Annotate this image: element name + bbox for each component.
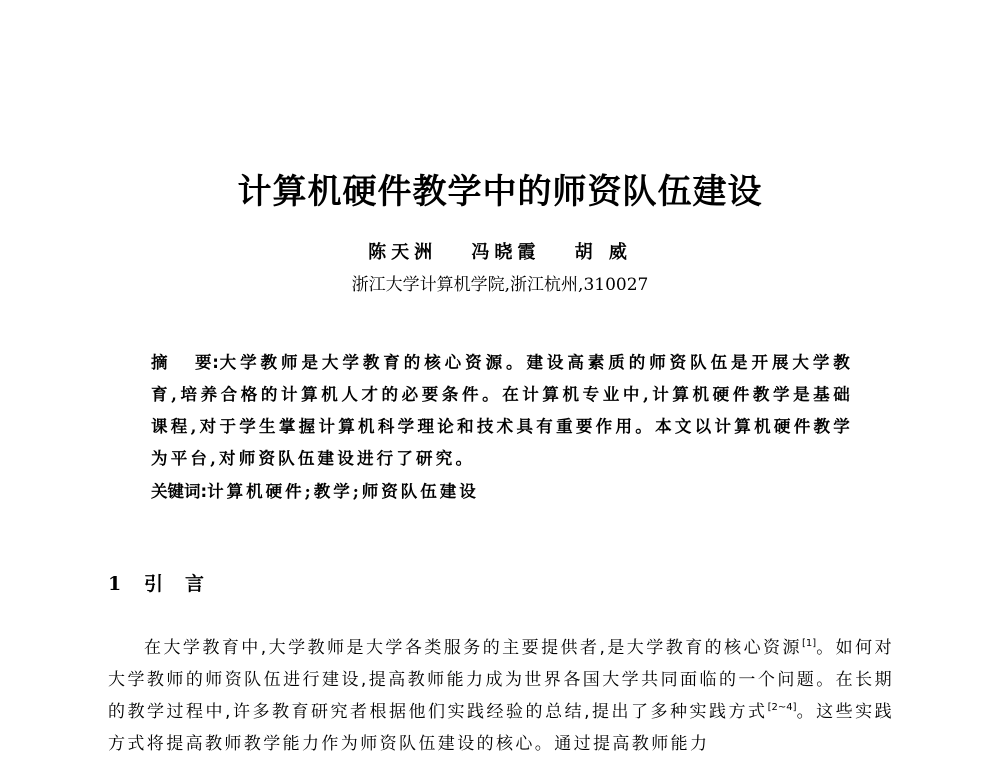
citation-ref[interactable]: [2~4] <box>767 702 797 713</box>
paragraph-text: 在大学教育中,大学教师是大学各类服务的主要提供者,是大学教育的核心资源 <box>144 638 802 658</box>
keywords-text: 计算机硬件;教学;师资队伍建设 <box>207 482 479 501</box>
citation-ref[interactable]: [1] <box>801 638 817 649</box>
author-name: 冯晓霞 <box>471 242 541 263</box>
keywords-label: 关键词: <box>151 482 208 501</box>
author-name: 胡 威 <box>574 242 632 263</box>
paper-title: 计算机硬件教学中的师资队伍建设 <box>237 172 763 212</box>
section-title: 引言 <box>144 573 227 595</box>
section-number: 1 <box>108 573 122 595</box>
author-name: 陈天洲 <box>368 242 438 263</box>
body-paragraph <box>108 632 894 760</box>
author-list <box>0 240 1000 266</box>
abstract-block <box>151 347 853 475</box>
abstract-label-char: 要: <box>194 353 219 372</box>
paragraph-text: 。这些实践方式将提高教师教学能力作为师资队伍建设的核心。通过提高教师能力 <box>108 702 895 754</box>
section-heading <box>108 569 226 599</box>
paragraph-text: 。如何对大学教师的师资队伍进行建设,提高教师能力成为世界各国大学共同面临的一个问题。在长期的教学过程中,许多教育研究者根据他们实践经验的总结,提出了多种实践方式 <box>108 638 894 722</box>
keywords-block <box>151 477 853 507</box>
author-affiliation: 浙江大学计算机学院,浙江杭州,310027 <box>351 275 649 295</box>
abstract-text: 大学教师是大学教育的核心资源。建设高素质的师资队伍是开展大学教育,培养合格的计算机人才的必要条件。在计算机专业中,计算机硬件教学是基础课程,对于学生掌握计算机科学理论和技术具有重要作用。本文以计算机硬件教学为平台,对师资队伍建设进行了研究。 <box>151 353 854 468</box>
abstract-label <box>151 353 219 372</box>
abstract-label-char: 摘 <box>151 353 169 372</box>
